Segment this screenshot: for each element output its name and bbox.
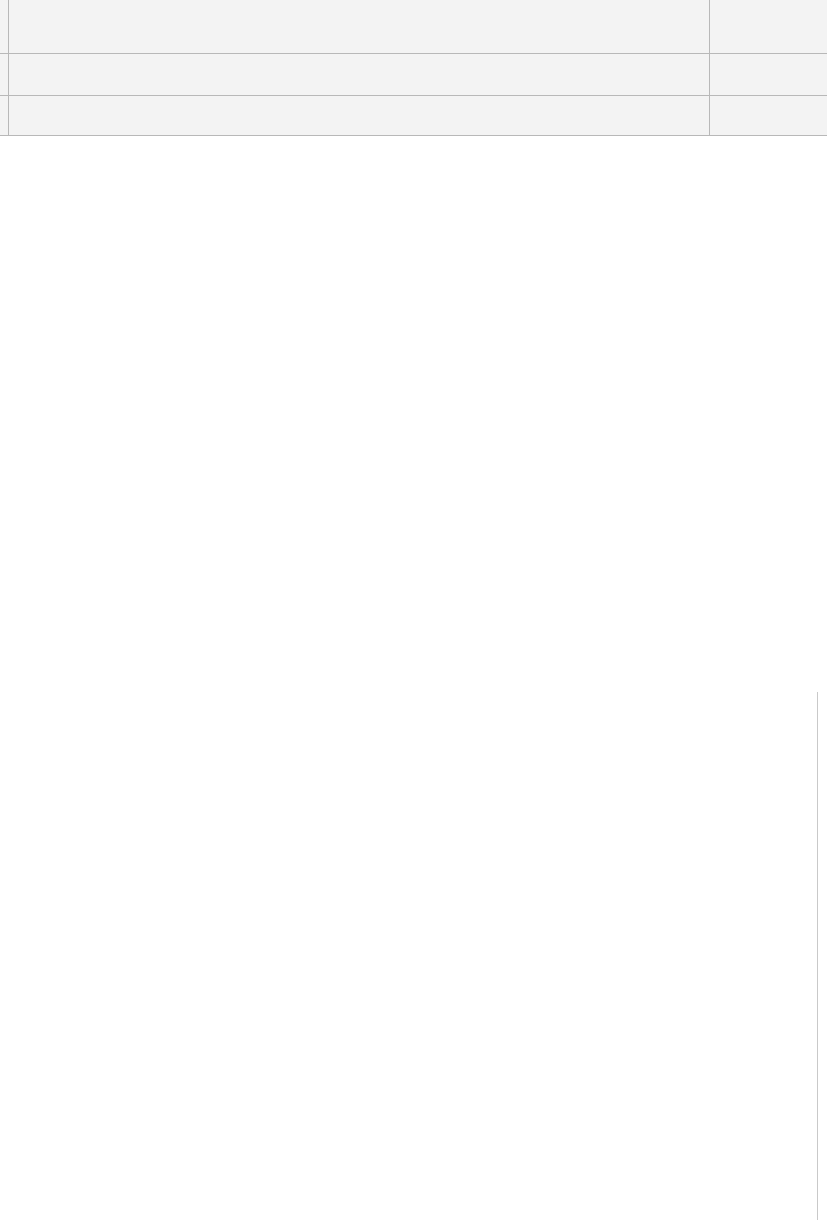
row-stub (0, 96, 8, 135)
quote-cell[interactable] (8, 54, 709, 95)
result-column-header[interactable] (709, 96, 827, 135)
quote-side-cell[interactable] (709, 54, 827, 95)
quote-row (0, 54, 827, 96)
column-header-row (0, 96, 827, 136)
goal-column-header[interactable] (8, 96, 709, 135)
scrollbar-track[interactable] (817, 692, 827, 1220)
date-side-cell[interactable] (709, 0, 827, 53)
row-stub (0, 0, 8, 53)
date-row (0, 0, 827, 54)
date-cell[interactable] (8, 0, 709, 53)
row-stub (0, 54, 8, 95)
